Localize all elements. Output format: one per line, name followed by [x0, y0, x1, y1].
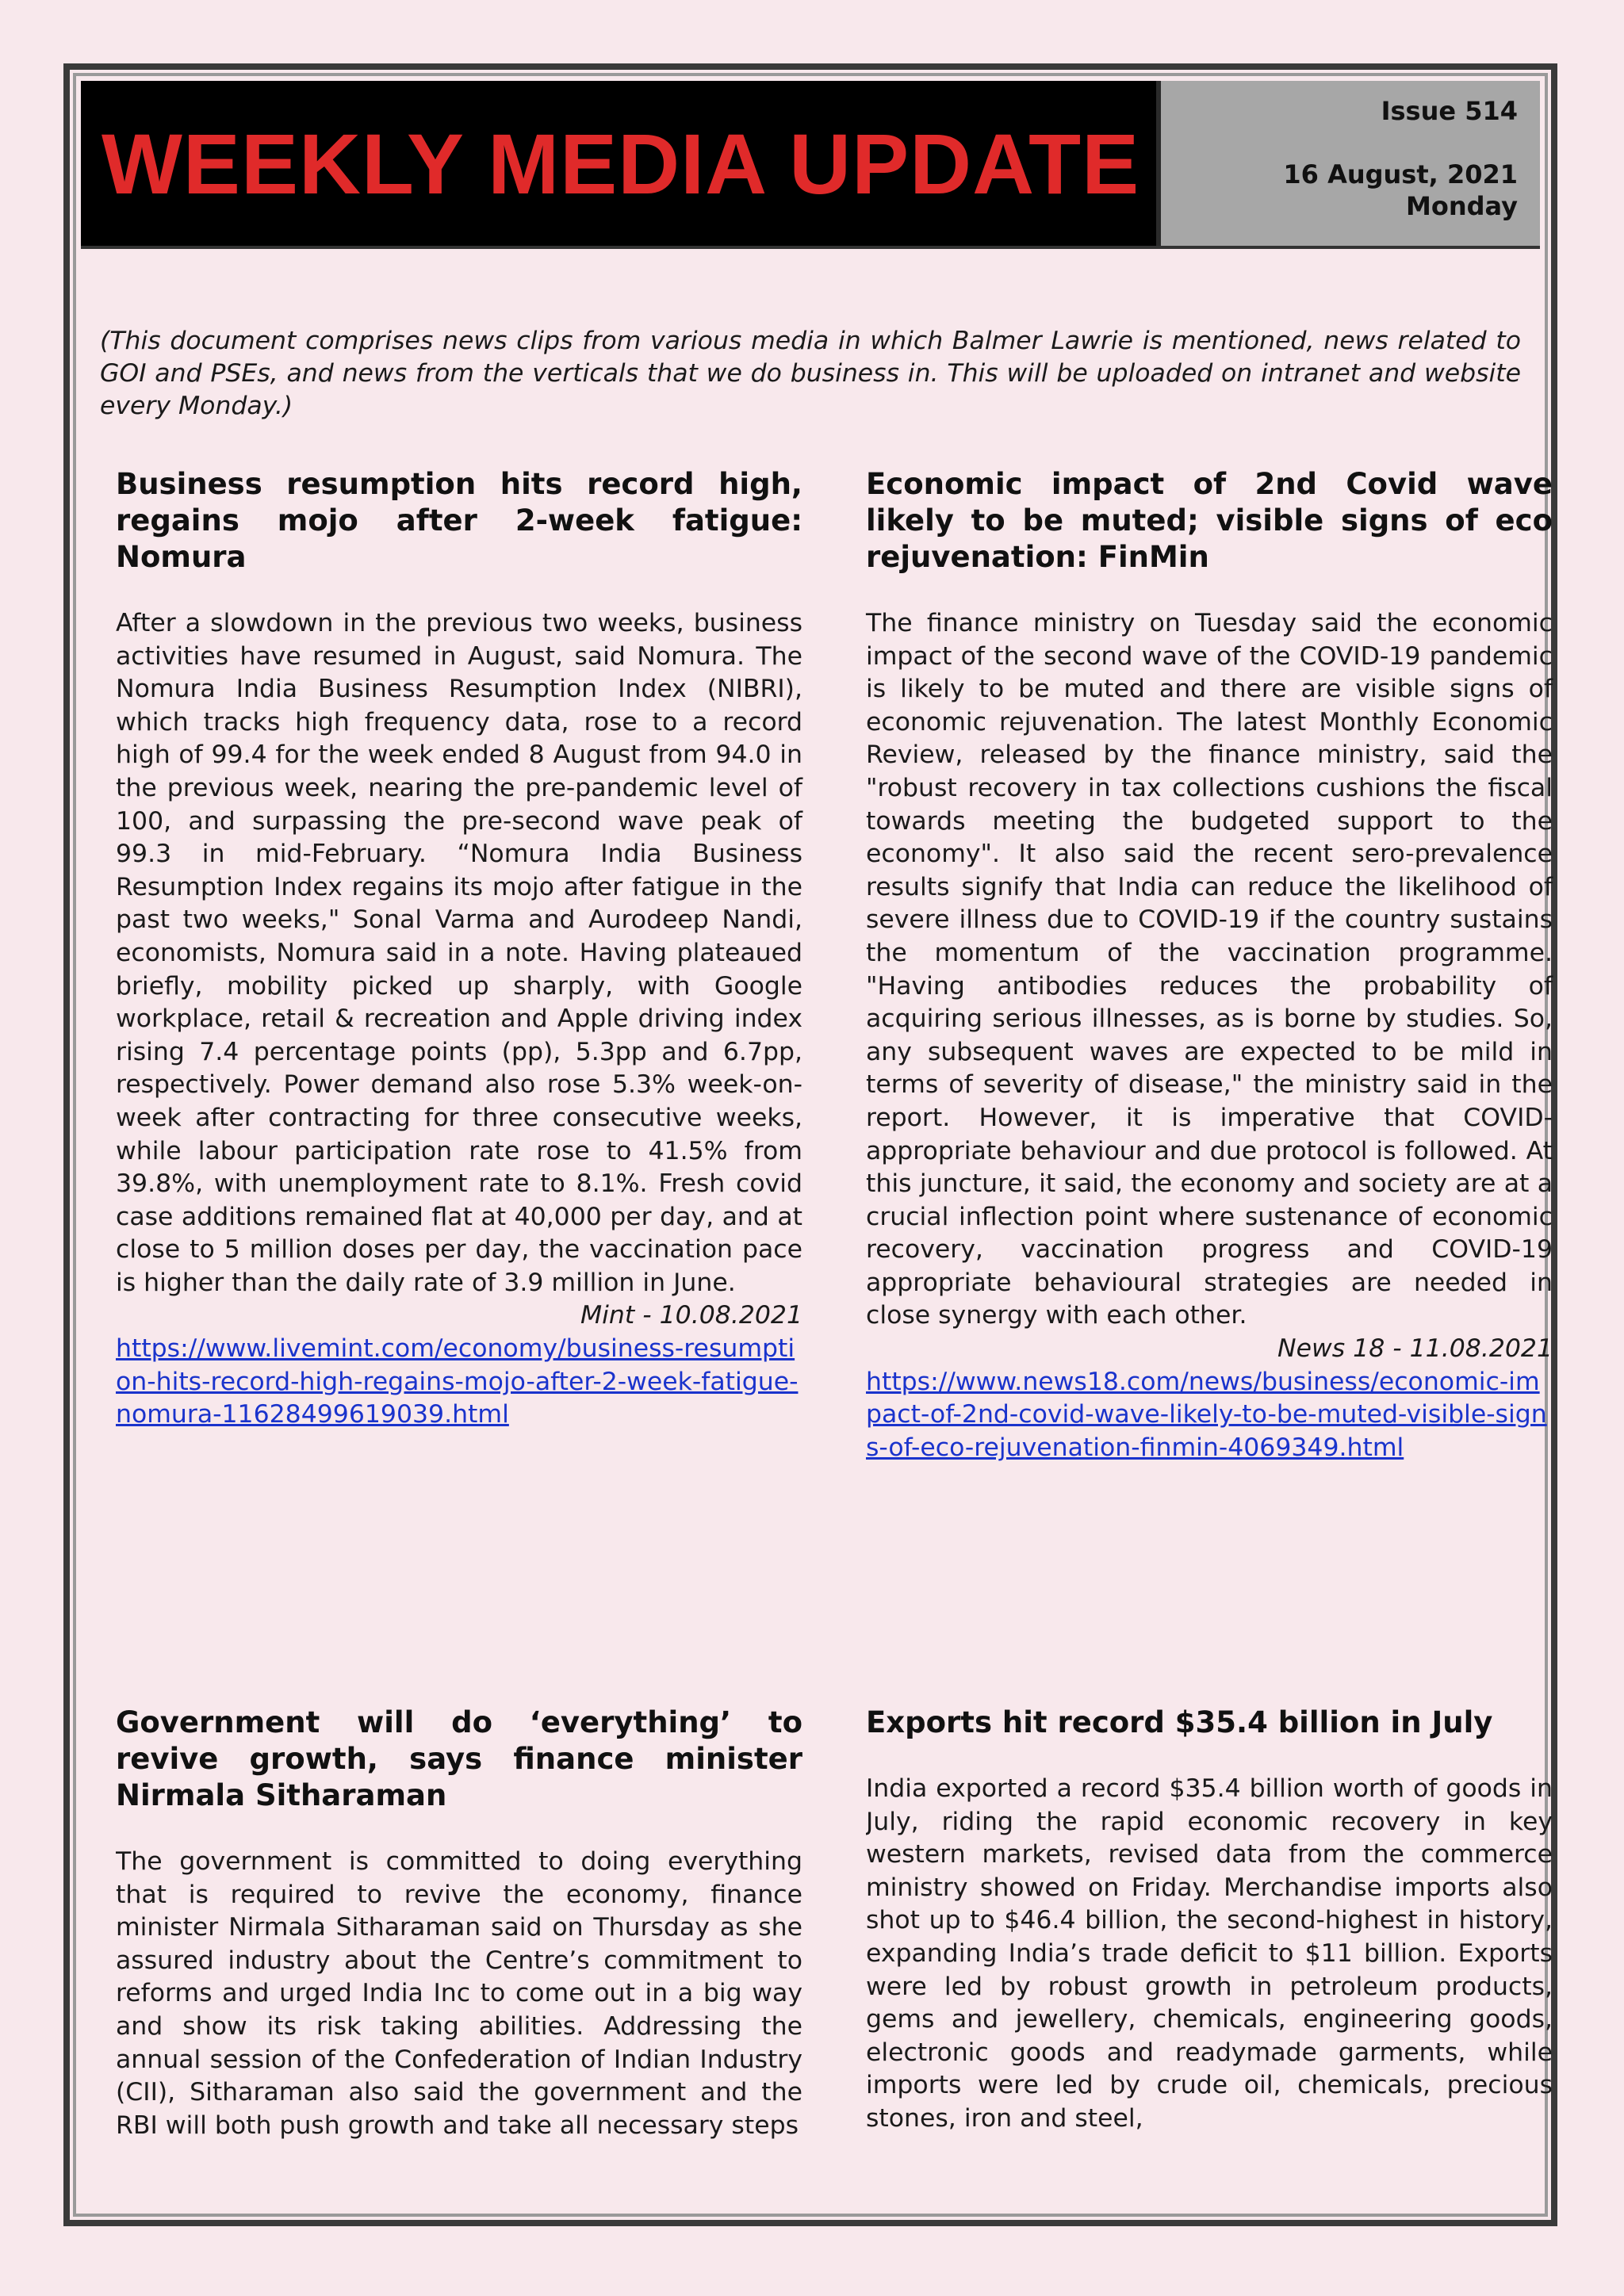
issue-info-panel: [1156, 81, 1540, 246]
article-link[interactable]: https://www.news18.com/news/business/economic-impact-of-2nd-covid-wave-likely-to-be-muted-visible-signs-of-eco-rejuvenation-finmin-4069349.html: [866, 1367, 1547, 1462]
article-exports-record: [866, 1705, 1553, 2136]
issue-date: 16 August, 2021: [1283, 159, 1518, 189]
article-headline: Business resumption hits record high, regains mojo after 2-week fatigue: Nomura: [116, 467, 802, 574]
article-source: News 18 - 11.08.2021: [1277, 1334, 1553, 1364]
masthead-title-panel: [81, 81, 1156, 246]
issue-number: Issue 514: [1381, 96, 1518, 126]
newsletter-title: WEEKLY MEDIA UPDATE: [102, 115, 1140, 212]
article-government-revive-growth: [116, 1705, 802, 2142]
page-frame: [63, 63, 1557, 2226]
article-body: After a slowdown in the previous two weeks, business activities have resumed in August, said Nomura. The Nomura India Business Resumption Index (NIBRI), which tracks high frequency data, rose to a record high of 99.4 for the week ended 8 August from 94.0 in the previous week, nearing the pre-pandemic level of 100, and surpassing the pre-second wave peak of 99.3 in mid-February. “Nomura India Business Resumption Index regains its mojo after fatigue in the past two weeks," Sonal Varma and Aurodeep Nandi, economists, Nomura said in a note. Having plateaued briefly, mobility picked up sharply, with Google workplace, retail & recreation and Apple driving index rising 7.4 percentage points (pp), 5.3pp and 6.7pp, respectively. Power demand also rose 5.3% week-on-week after contracting for three consecutive weeks, while labour participation rate rose to 41.5% from 39.8%, with unemployment rate to 8.1%. Fresh covid case additions remained flat at 40,000 per day, and at close to 5 million doses per day, the vaccination pace is higher than the daily rate of 3.9 million in June.: [116, 609, 802, 1297]
article-headline: Government will do ‘everything’ to revive growth, says finance minister Nirmala Sitharaman: [116, 1705, 802, 1812]
article-link[interactable]: https://www.livemint.com/economy/business-resumption-hits-record-high-regains-mojo-after-2-week-fatigue-nomura-11628499619039.html: [116, 1334, 799, 1429]
intro-note: (This document comprises news clips from various media in which Balmer Lawrie is mentioned, news related to GOI and PSEs, and news from the verticals that we do business in. This will be uploaded on intranet and website every Monday.): [100, 326, 1521, 420]
article-body: India exported a record $35.4 billion worth of goods in July, riding the rapid economic recovery in key western markets, revised data from the commerce ministry showed on Friday. Merchandise imports also shot up to $46.4 billion, the second-highest in history, expanding India’s trade deficit to $11 billion. Exports were led by robust growth in petroleum products, gems and jewellery, chemicals, engineering goods, electronic goods and readymade garments, while imports were led by crude oil, chemicals, precious stones, iron and steel,: [866, 1774, 1553, 2133]
issue-day: Monday: [1406, 191, 1518, 221]
article-headline: Exports hit record $35.4 billion in July: [866, 1705, 1493, 1739]
article-business-resumption: [116, 466, 802, 1432]
masthead: [81, 81, 1540, 249]
article-source: Mint - 10.08.2021: [580, 1301, 802, 1330]
article-headline: Economic impact of 2nd Covid wave likely to be muted; visible signs of eco rejuvenation: FinMin: [866, 467, 1553, 574]
article-economic-impact: [866, 466, 1553, 1464]
article-body: The government is committed to doing everything that is required to revive the economy, finance minister Nirmala Sitharaman said on Thursday as she assured industry about the Centre’s commitment to reforms and urged India Inc to come out in a big way and show its risk taking abilities. Addressing the annual session of the Confederation of Indian Industry (CII), Sitharaman also said the government and the RBI will both push growth and take all necessary steps: [116, 1847, 802, 2140]
article-body: The finance ministry on Tuesday said the economic impact of the second wave of the COVID-19 pandemic is likely to be muted and there are visible signs of economic rejuvenation. The latest Monthly Economic Review, released by the finance ministry, said the "robust recovery in tax collections cushions the fiscal towards meeting the budgeted support to the economy". It also said the recent sero-prevalence results signify that India can reduce the likelihood of severe illness due to COVID-19 if the country sustains the momentum of the vaccination programme. "Having antibodies reduces the probability of acquiring serious illnesses, as is borne by studies. So, any subsequent waves are expected to be mild in terms of severity of disease," the ministry said in the report. However, it is imperative that COVID-appropriate behaviour and due protocol is followed. At this juncture, it said, the economy and society are at a crucial inflection point where sustenance of economic recovery, vaccination progress and COVID-19 appropriate behavioural strategies are needed in close synergy with each other.: [866, 609, 1553, 1330]
